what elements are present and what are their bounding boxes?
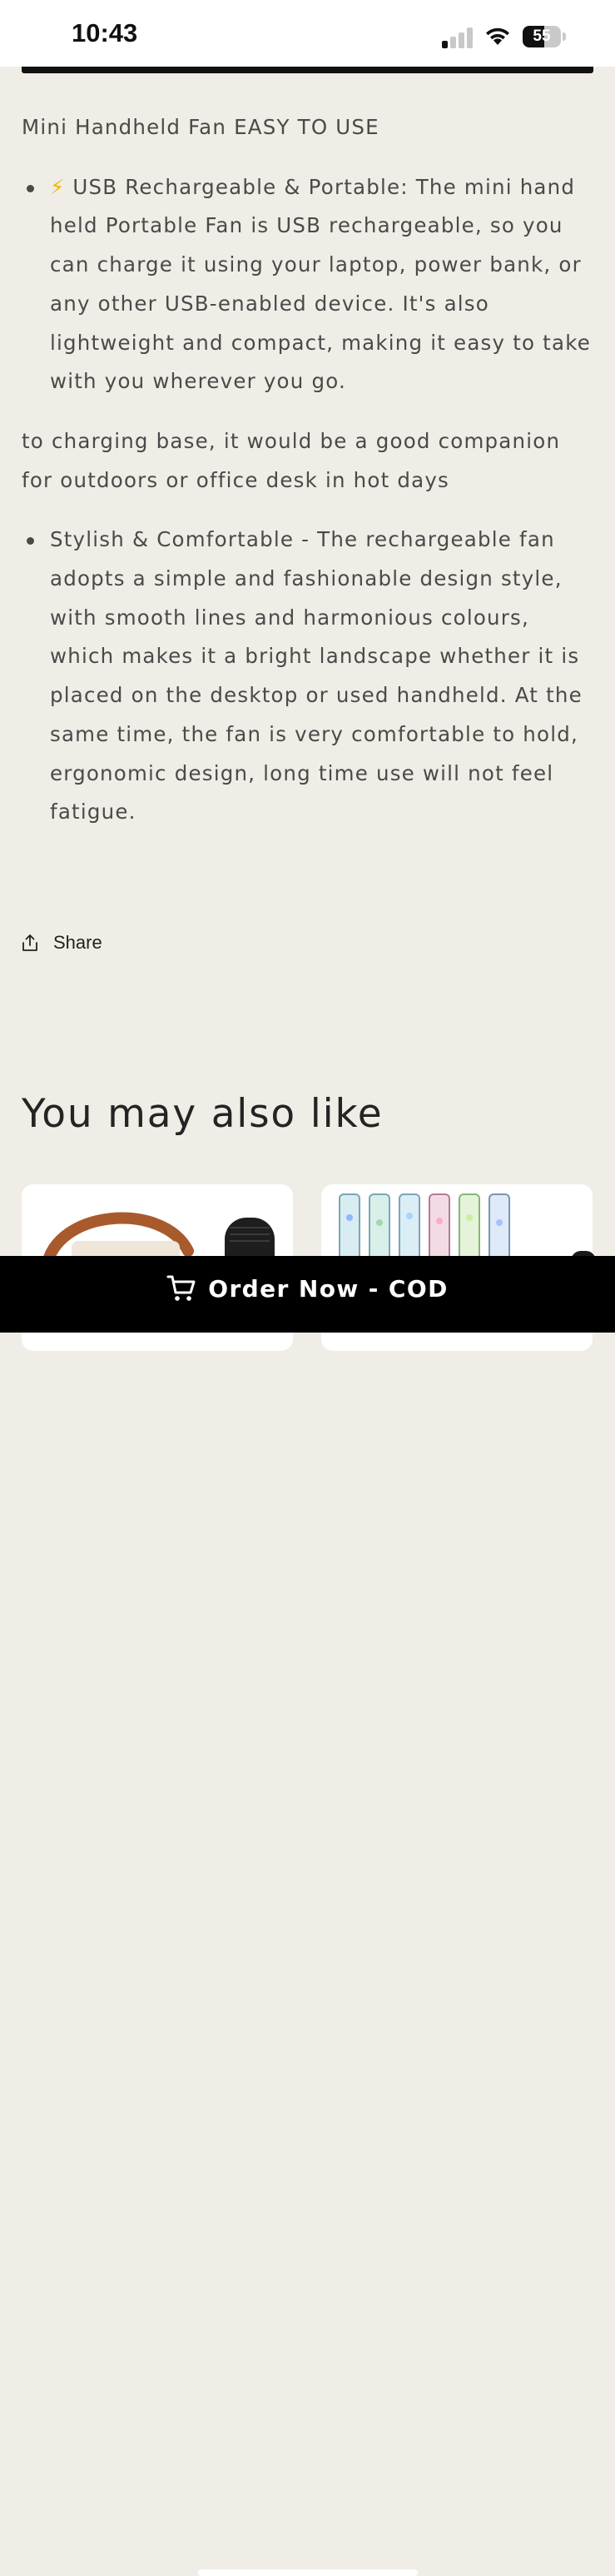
feature-item-usb xyxy=(50,168,596,401)
wifi-icon xyxy=(484,23,512,47)
share-label: Share xyxy=(53,932,102,953)
share-button[interactable] xyxy=(22,929,102,956)
lightning-icon: ⚡ xyxy=(50,174,66,199)
cart-icon xyxy=(166,1274,196,1303)
feature-list-1 xyxy=(22,168,596,401)
description-intro: Mini Handheld Fan EASY TO USE xyxy=(22,115,379,139)
order-now-label: Order Now - COD xyxy=(208,1274,449,1303)
feature-list-2 xyxy=(22,521,596,832)
battery-icon xyxy=(523,26,566,47)
share-icon xyxy=(22,934,38,952)
battery-level: 55 xyxy=(533,27,551,45)
related-products-title: You may also like xyxy=(22,1091,384,1137)
order-now-button[interactable] xyxy=(0,1256,615,1333)
feature-item-usb-text: USB Rechargeable & Portable: The mini hand held Portable Fan is USB rechargeable, so you can charge it using your laptop, power bank, or any other USB-enabled device. It's also lightweight and compact, making it easy to take with you wherever you go. xyxy=(50,174,591,394)
description-paragraph: to charging base, it would be a good companion for outdoors or office desk in hot days xyxy=(22,428,561,492)
home-indicator xyxy=(198,2569,418,2576)
status-bar xyxy=(0,0,615,67)
feature-item-style: Stylish & Comfortable - The rechargeable fan adopts a simple and fashionable design style, with smooth lines and harmonious colours, which makes it a bright landscape whether it is placed on the desktop or used handheld. At the same time, the fan is very comfortable to hold, ergonomic design, long time use will not feel fatigue. xyxy=(50,521,596,832)
product-description xyxy=(22,108,596,832)
status-time: 10:43 xyxy=(72,18,138,47)
cellular-signal-icon xyxy=(442,25,475,48)
divider-bar xyxy=(22,67,593,73)
